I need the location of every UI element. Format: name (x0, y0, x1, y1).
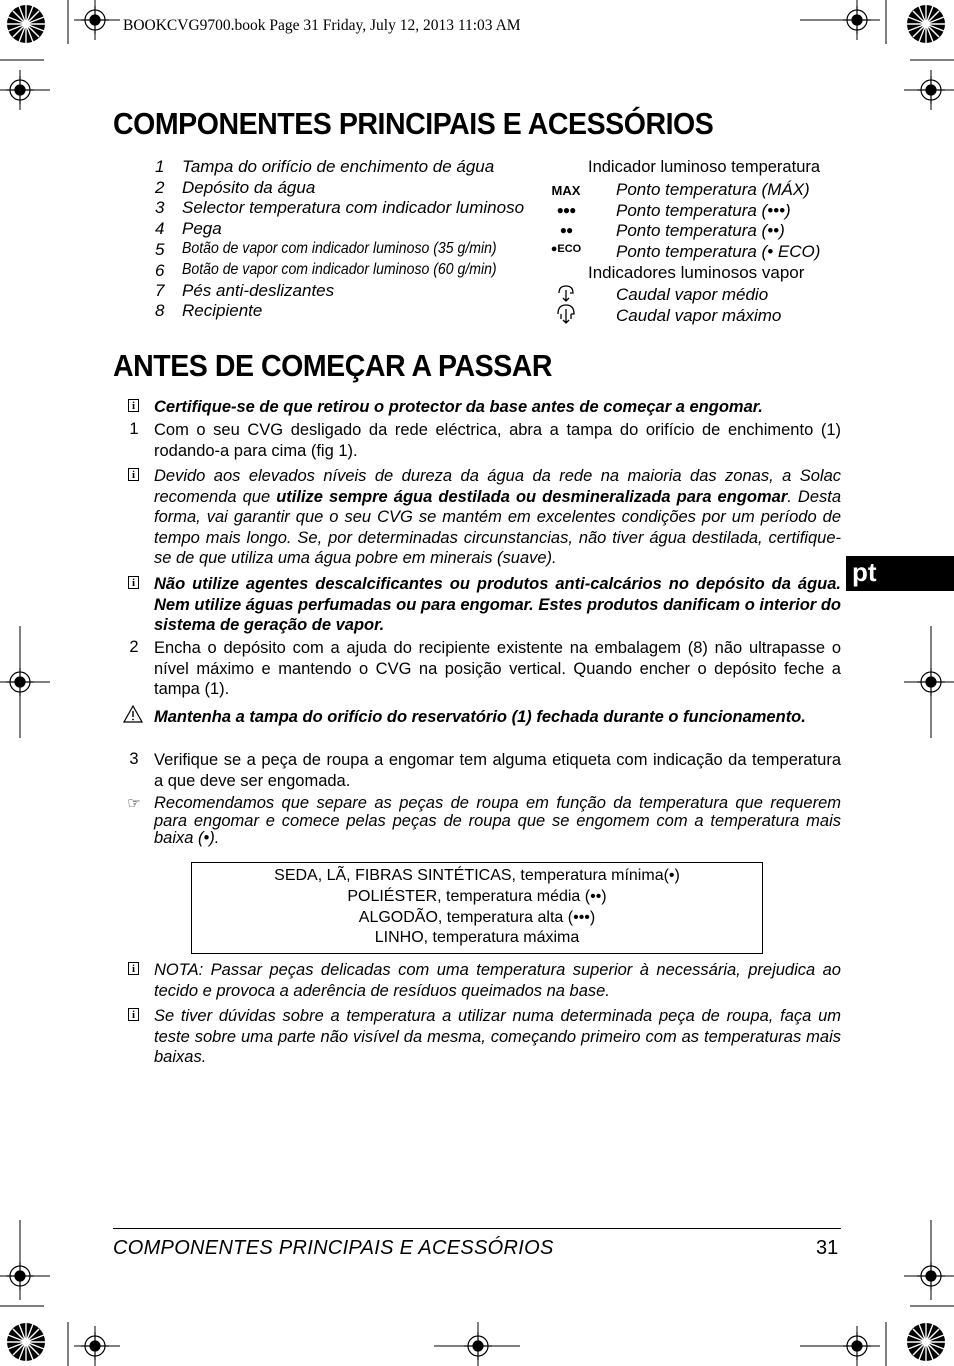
step-3-text: Verifique se a peça de roupa a engomar tem alguma etiqueta com indicação da temperatura a que deve ser engomada. (154, 751, 841, 790)
step-2-text: Encha o depósito com a ajuda do recipiente existente na embalagem (8) não ultrapasse o nível máximo e mantendo o CVG na posição vertical. Quando encher o depósito feche a tampa (1). (154, 639, 841, 698)
step-number: 2 (129, 638, 139, 656)
component-item: 8 Recipiente (155, 301, 263, 320)
step-1-text: Com o seu CVG desligado da rede eléctrica, abra a tampa do orifício de enchimento (1) rodando-a para cima (fig 1). (154, 421, 841, 460)
component-item: 3 Selector temperatura com indicador luminoso (155, 198, 525, 217)
footer-title: COMPONENTES PRINCIPAIS E ACESSÓRIOS (113, 1237, 554, 1259)
section-title-components: COMPONENTES PRINCIPAIS E ACESSÓRIOS (113, 106, 714, 141)
footer-rule (113, 1228, 841, 1229)
note-test-hidden-area: Se tiver dúvidas sobre a temperatura a utilizar numa determinada peça de roupa, faça um teste sobre uma parte não visível da mesma, começando primeiro com as temperaturas mais baixas. (154, 1007, 841, 1066)
note-no-descaling: Não utilize agentes descalcificantes ou produtos anti-calcários no depósito da água. Nem utilize águas perfumadas ou para engomar. Estes produtos danificam o interior do sistema de geração de vapor. (154, 575, 841, 634)
two-dots-icon: ●● (559, 223, 573, 237)
eco-dot-icon: ●ECO (550, 243, 582, 255)
note-distilled-water: Devido aos elevados níveis de dureza da água da rede na maioria das zonas, a Solac recomenda que utilize sempre água destilada ou desmineralizada para engomar. Desta forma, vai garantir que o seu CVG se mantém em excelentes condições por um período de tempo mais longo. Se, por determinadas circunstancias, não tiver água destilada, certifique-se de que utiliza uma água pobre em minerais (suave). (154, 467, 842, 567)
temp-point-label: Ponto temperatura (••) (616, 221, 785, 240)
step-number: 3 (129, 750, 139, 768)
temperature-row: LINHO, temperatura máxima (374, 929, 580, 947)
page-number: 31 (816, 1237, 839, 1259)
component-item: 7 Pés anti-deslizantes (155, 281, 335, 300)
step-number: 1 (129, 420, 139, 438)
note-remove-protector: Certifique-se de que retirou o protector da base antes de começar a engomar. (154, 398, 763, 416)
component-item: 6 Botão de vapor com indicador luminoso (60 g/min) (155, 261, 497, 280)
component-item: 1 Tampa do orifício de enchimento de água (155, 157, 495, 176)
steam-medium-icon (555, 282, 577, 304)
info-icon: i (128, 962, 139, 975)
component-item: 2 Depósito da água (155, 178, 316, 197)
steam-indicator-heading: Indicadores luminosos vapor (588, 263, 805, 282)
temperature-row: POLIÉSTER, temperatura média (••) (347, 887, 607, 905)
steam-point-label: Caudal vapor máximo (616, 306, 782, 325)
info-icon: i (128, 468, 139, 481)
language-tab: pt (846, 556, 954, 591)
temp-point-label: Ponto temperatura (•••) (616, 201, 791, 220)
steam-max-icon (555, 302, 577, 326)
temp-point-label: Ponto temperatura (MÁX) (616, 180, 810, 199)
info-icon: i (128, 576, 139, 589)
temperature-row: ALGODÃO, temperatura alta (•••) (358, 908, 596, 926)
steam-point-label: Caudal vapor médio (616, 285, 769, 304)
warning-triangle-icon (123, 705, 143, 723)
temperature-row: SEDA, LÃ, FIBRAS SINTÉTICAS, temperatura mínima(•) (274, 867, 680, 884)
max-symbol-icon: MAX (551, 183, 581, 198)
component-item: 5 Botão de vapor com indicador luminoso (35 g/min) (155, 240, 497, 259)
pointing-hand-icon: ☞ (127, 795, 141, 812)
tip-sort-by-temperature: Recomendamos que separe as peças de roupa em função da temperatura que requerem para engomar e comece pelas peças de roupa que se engomem com a temperatura mais baixa (•). (154, 794, 841, 847)
section-title-before-ironing: ANTES DE COMEÇAR A PASSAR (113, 348, 553, 383)
temp-indicator-heading: Indicador luminoso temperatura (588, 158, 821, 176)
info-icon: i (128, 1008, 139, 1021)
info-icon: i (128, 399, 139, 412)
three-dots-icon: ●●● (556, 203, 576, 217)
note-delicate-fabrics: NOTA: Passar peças delicadas com uma temperatura superior à necessária, prejudica ao tecido e provoca a aderência de resíduos queimados na base. (154, 961, 841, 1000)
warning-keep-cap-closed: Mantenha a tampa do orifício do reservatório (1) fechada durante o funcionamento. (154, 708, 806, 726)
temp-point-label: Ponto temperatura (• ECO) (616, 242, 821, 261)
temperature-table (191, 862, 763, 954)
book-header-line: BOOKCVG9700.book Page 31 Friday, July 12, 2013 11:03 AM (123, 17, 521, 34)
component-item: 4 Pega (155, 219, 222, 238)
